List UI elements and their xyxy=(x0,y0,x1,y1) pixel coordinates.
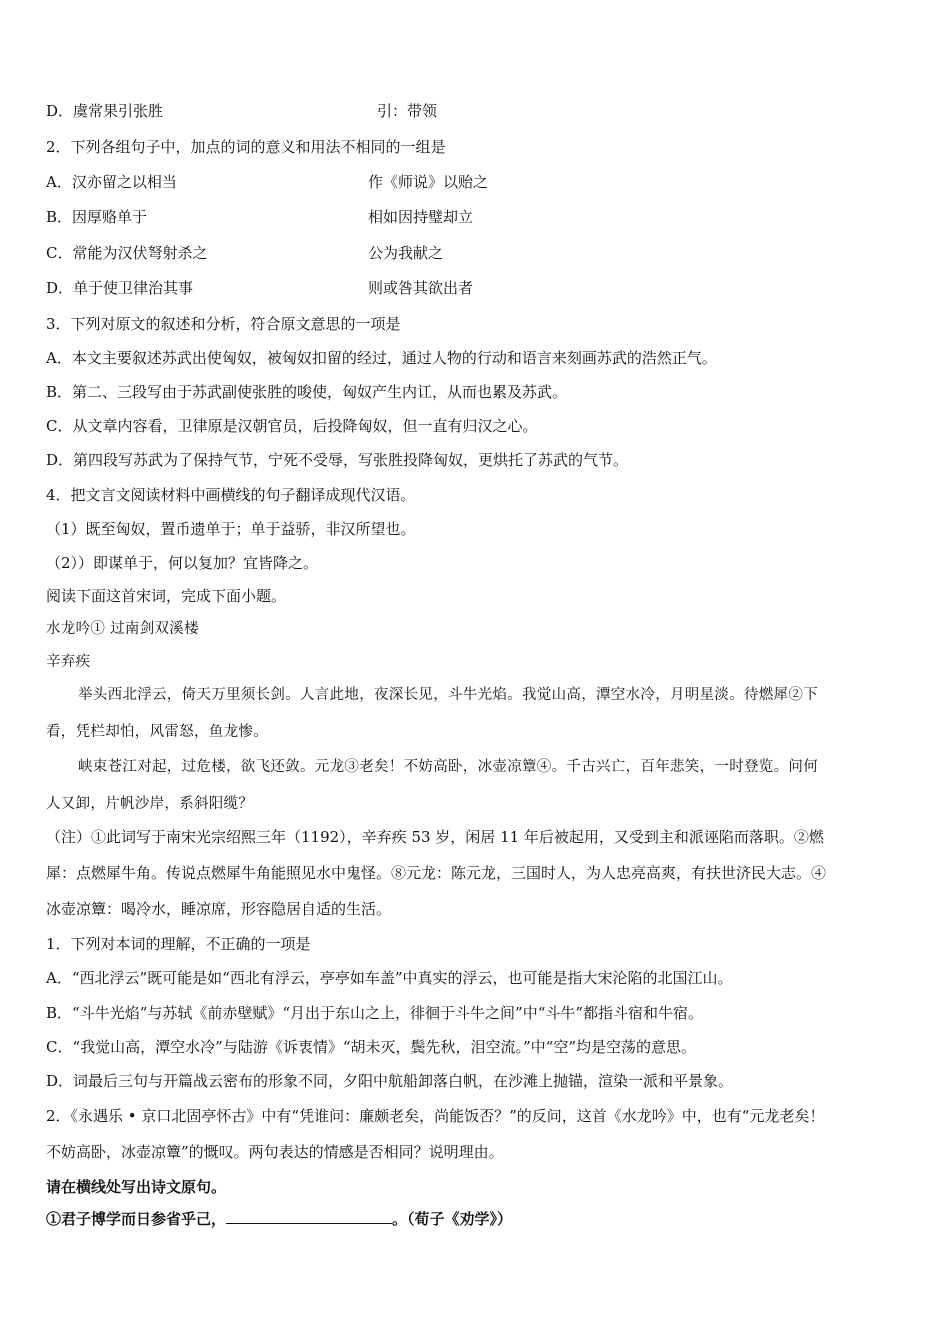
fill-blank-item-1-prefix: ①君子博学而日参省乎己， xyxy=(46,1210,227,1228)
poem-question-2-line-1: 2．《永遇乐 • 京口北固亭怀古》中有“凭谁问：廉颇老矣，尚能饭否？”的反问，这首《水龙吟》中，也有“元龙老矣！ xyxy=(46,1107,825,1125)
question-3-stem: 3．下列对原文的叙述和分析，符合原文意思的一项是 xyxy=(46,315,401,333)
q2-option-a: A．汉亦留之以相当 xyxy=(46,173,177,191)
q2-option-d: D．单于使卫律治其事 xyxy=(46,279,194,297)
q2-option-b-right: 相如因持璧却立 xyxy=(368,208,474,226)
poem-author: 辛弃疾 xyxy=(46,654,91,670)
q2-option-c: C．常能为汉伏弩射杀之 xyxy=(46,244,208,262)
q2-option-d-right: 则或咎其欲出者 xyxy=(368,279,474,297)
poem-notes-line-1: （注）①此词写于南宋光宗绍熙三年（1192），辛弃疾 53 岁，闲居 11 年后被起用，又受到主和派诬陷而落职。②燃 xyxy=(46,828,824,846)
poem-intro: 阅读下面这首宋词，完成下面小题。 xyxy=(46,587,287,605)
q2-option-a-right: 作《师说》以贻之 xyxy=(368,173,489,191)
question-2-stem: 2．下列各组句子中，加点的词的意义和用法不相同的一组是 xyxy=(46,138,446,156)
poem-q1-option-c: C．“我觉山高，潭空水冷”与陆游《诉衷情》“胡未灭，鬓先秋，泪空流。”中“空”均是空荡的意思。 xyxy=(46,1038,696,1056)
fill-blank-instruction: 请在横线处写出诗文原句。 xyxy=(46,1178,227,1196)
q3-option-b: B．第二、三段写由于苏武副使张胜的唆使，匈奴产生内讧，从而也累及苏武。 xyxy=(46,383,568,401)
q2-option-c-right: 公为我献之 xyxy=(368,244,444,262)
poem-stanza-2-line-1: 峡束苍江对起，过危楼，欲飞还敛。元龙③老矣！不妨高卧，冰壶凉簟④。千古兴亡，百年悲笑，一时登览。问何 xyxy=(78,759,818,775)
poem-q1-option-a: A．“西北浮云”既可能是如“西北有浮云，亭亭如车盖”中真实的浮云，也可能是指大宋沦陷的北国江山。 xyxy=(46,969,733,987)
poem-stanza-2-line-2: 人又卸，片帆沙岸，系斜阳缆？ xyxy=(46,796,254,812)
fill-blank-item-1 xyxy=(46,1209,512,1229)
q3-option-a: A．本文主要叙述苏武出使匈奴，被匈奴扣留的经过，通过人物的行动和语言来刻画苏武的浩然正气。 xyxy=(46,349,717,367)
poem-stanza-1-line-2: 看，凭栏却怕，风雷怒，鱼龙惨。 xyxy=(46,724,268,740)
fill-blank-item-1-suffix: 。（荀子《劝学》） xyxy=(392,1210,513,1228)
poem-q1-option-d: D．词最后三句与开篇战云密布的形象不同，夕阳中航船卸落白帆，在沙滩上抛锚，渲染一派和平景象。 xyxy=(46,1072,734,1090)
q2-option-b: B．因厚赂单于 xyxy=(46,208,148,226)
poem-q1-option-b: B．“斗牛光焰”与苏轼《前赤壁赋》“月出于东山之上，徘徊于斗牛之间”中“斗牛”都指斗宿和牛宿。 xyxy=(46,1004,704,1022)
question-4-stem: 4．把文言文阅读材料中画横线的句子翻译成现代汉语。 xyxy=(46,486,416,504)
q4-item-2: （2））即谋单于，何以复加？宜皆降之。 xyxy=(46,554,319,572)
poem-notes-line-3: 冰壶凉簟：喝冷水，睡凉席，形容隐居自适的生活。 xyxy=(46,900,392,918)
q3-option-c: C．从文章内容看，卫律原是汉朝官员，后投降匈奴，但一直有归汉之心。 xyxy=(46,417,538,435)
poem-title: 水龙吟① 过南剑双溪楼 xyxy=(46,621,199,637)
poem-notes-line-2: 犀：点燃犀牛角。传说点燃犀牛角能照见水中鬼怪。⑧元龙：陈元龙，三国时人，为人忠亮高爽，有扶世济民大志。④ xyxy=(46,864,827,882)
poem-question-2-line-2: 不妨高卧，冰壶凉簟”的慨叹。两句表达的情感是否相同？说明理由。 xyxy=(46,1143,504,1161)
answer-blank[interactable] xyxy=(226,1209,392,1224)
q1-option-d: D．虞常果引张胜 xyxy=(46,102,164,120)
q1-option-d-gloss: 引：带领 xyxy=(377,102,438,120)
q4-item-1: （1）既至匈奴，置币遗单于；单于益骄，非汉所望也。 xyxy=(46,520,416,538)
q3-option-d: D．第四段写苏武为了保持气节，宁死不受辱，写张胜投降匈奴，更烘托了苏武的气节。 xyxy=(46,451,629,469)
poem-stanza-1-line-1: 举头西北浮云，倚天万里须长剑。人言此地，夜深长见，斗牛光焰。我觉山高，潭空水冷，月明星淡。待燃犀②下 xyxy=(78,687,818,703)
poem-question-1-stem: 1．下列对本词的理解，不正确的一项是 xyxy=(46,935,311,953)
